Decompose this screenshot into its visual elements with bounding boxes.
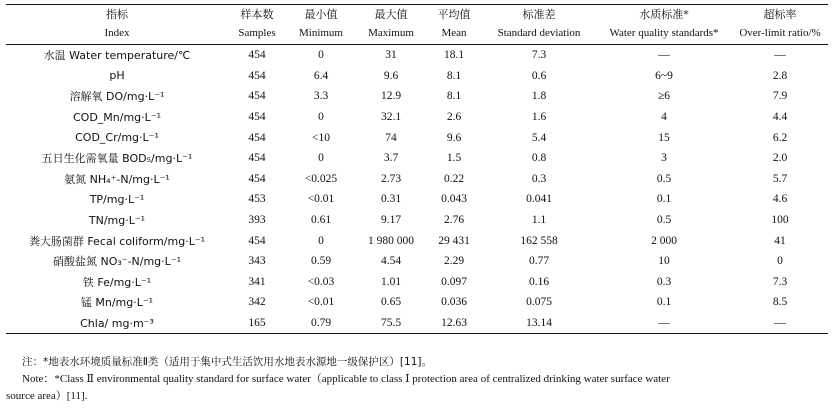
cell-index: Chla/ mg·m⁻³	[6, 313, 228, 334]
note-en-line2: source area）[11].	[6, 390, 88, 402]
header-std-en: Standard deviation	[497, 27, 581, 39]
cell-mean: 18.1	[443, 49, 465, 62]
cell-samples: 393	[248, 214, 266, 227]
cell-overlimit: 7.3	[772, 275, 788, 288]
cell-overlimit: 0	[777, 255, 783, 268]
cell-std: 1.6	[531, 111, 547, 124]
cell-maximum: 74	[385, 131, 397, 144]
header-overlimit-zh: 超标率	[763, 8, 797, 21]
cell-standard: 15	[658, 131, 670, 144]
cell-index: COD_Mn/mg·L⁻¹	[72, 110, 162, 124]
cell-overlimit: 8.5	[772, 296, 788, 309]
header-mean-en: Mean	[441, 27, 467, 39]
cell-mean: 8.1	[446, 90, 462, 103]
cell-maximum: 2.73	[380, 172, 402, 185]
header-maximum-zh: 最大值	[374, 8, 408, 21]
water-quality-table	[6, 4, 828, 334]
cell-minimum: 0	[318, 152, 324, 165]
cell-index: 锰 Mn/mg·L⁻¹	[80, 296, 154, 310]
header-mean-zh: 平均值	[437, 8, 471, 21]
cell-mean: 8.1	[446, 69, 462, 82]
cell-mean: 9.6	[446, 131, 462, 144]
header-maximum-en: Maximum	[368, 27, 414, 39]
cell-overlimit: —	[774, 49, 786, 62]
header-samples-zh: 样本数	[240, 8, 274, 21]
cell-mean: 0.043	[441, 193, 467, 206]
table-row	[6, 272, 828, 293]
cell-samples: 454	[248, 234, 266, 247]
cell-minimum: 6.4	[313, 69, 329, 82]
cell-minimum: <0.01	[307, 296, 335, 309]
cell-standard: 0.1	[656, 296, 672, 309]
cell-maximum: 0.31	[380, 193, 402, 206]
cell-samples: 453	[248, 193, 266, 206]
cell-mean: 0.097	[441, 275, 467, 288]
cell-index: 溶解氧 DO/mg·L⁻¹	[69, 90, 165, 104]
cell-standard: 4	[661, 111, 667, 124]
cell-maximum: 9.17	[380, 214, 402, 227]
cell-index: 五日生化需氧量 BOD₅/mg·L⁻¹	[41, 152, 193, 166]
cell-index: 水温 Water temperature/℃	[43, 49, 191, 63]
table-row	[6, 148, 828, 169]
cell-samples: 454	[248, 131, 266, 144]
cell-std: 0.075	[526, 296, 552, 309]
table-header	[6, 5, 828, 45]
header-index-en: Index	[104, 27, 130, 39]
cell-minimum: 0.59	[310, 255, 332, 268]
cell-index: 氨氮 NH₄⁺-N/mg·L⁻¹	[64, 172, 170, 186]
cell-standard: 0.1	[656, 193, 672, 206]
header-overlimit-en: Over-limit ratio/%	[739, 27, 821, 39]
cell-samples: 454	[248, 111, 266, 124]
cell-samples: 454	[248, 152, 266, 165]
table-row	[6, 127, 828, 148]
cell-overlimit: 5.7	[772, 172, 788, 185]
cell-mean: 2.29	[443, 255, 465, 268]
cell-std: 1.8	[531, 90, 547, 103]
table-row	[6, 86, 828, 107]
cell-index: TN/mg·L⁻¹	[88, 213, 146, 227]
cell-maximum: 31	[385, 49, 397, 62]
cell-overlimit: 41	[774, 234, 786, 247]
cell-standard: 3	[661, 152, 667, 165]
cell-overlimit: 100	[771, 214, 789, 227]
table-row	[6, 107, 828, 128]
cell-maximum: 4.54	[380, 255, 402, 268]
cell-maximum: 1 980 000	[368, 234, 414, 247]
header-minimum-zh: 最小值	[304, 8, 338, 21]
cell-std: 0.77	[528, 255, 550, 268]
cell-overlimit: 2.0	[772, 152, 788, 165]
cell-minimum: <10	[312, 131, 330, 144]
cell-std: 0.16	[528, 275, 550, 288]
table-row	[6, 66, 828, 87]
cell-overlimit: 4.6	[772, 193, 788, 206]
cell-minimum: <0.03	[307, 275, 335, 288]
cell-mean: 29 431	[438, 234, 470, 247]
cell-mean: 12.63	[426, 313, 482, 334]
cell-minimum: 0.61	[310, 214, 332, 227]
cell-minimum: <0.01	[307, 193, 335, 206]
table-row	[6, 210, 828, 231]
cell-maximum: 12.9	[380, 90, 402, 103]
table-row	[6, 230, 828, 251]
cell-maximum: 9.6	[383, 69, 399, 82]
cell-standard: 0.5	[656, 214, 672, 227]
cell-std: 0.8	[531, 152, 547, 165]
cell-maximum: 0.65	[380, 296, 402, 309]
cell-std: 0.3	[531, 172, 547, 185]
cell-mean: 2.76	[443, 214, 465, 227]
header-minimum-en: Minimum	[298, 27, 343, 39]
header-row-en	[6, 25, 828, 45]
header-std-zh: 标准差	[522, 8, 556, 21]
cell-minimum: <0.025	[304, 172, 338, 185]
cell-mean: 0.22	[443, 172, 465, 185]
cell-overlimit: 2.8	[772, 69, 788, 82]
header-index-zh: 指标	[106, 8, 128, 21]
cell-minimum: 3.3	[313, 90, 329, 103]
cell-minimum: 0.79	[286, 313, 356, 334]
table-row	[6, 45, 828, 66]
cell-std: 0.6	[531, 69, 547, 82]
cell-mean: 0.036	[441, 296, 467, 309]
cell-mean: 1.5	[446, 152, 462, 165]
cell-overlimit: 7.9	[772, 90, 788, 103]
cell-index: COD_Cr/mg·L⁻¹	[75, 131, 159, 145]
cell-index: 粪大肠菌群 Fecal coliform/mg·L⁻¹	[28, 234, 206, 248]
cell-overlimit: 6.2	[772, 131, 788, 144]
table-body	[6, 45, 828, 334]
cell-samples: 343	[248, 255, 266, 268]
cell-overlimit: —	[732, 313, 828, 334]
cell-samples: 165	[228, 313, 286, 334]
header-samples-en: Samples	[238, 27, 276, 39]
cell-mean: 2.6	[446, 111, 462, 124]
cell-standard: 0.3	[656, 275, 672, 288]
header-standard-zh: 水质标准*	[639, 8, 689, 21]
cell-maximum: 1.01	[380, 275, 402, 288]
cell-samples: 342	[248, 296, 266, 309]
table-row	[6, 292, 828, 313]
cell-maximum: 32.1	[380, 111, 402, 124]
cell-std: 5.4	[531, 131, 547, 144]
cell-minimum: 0	[318, 111, 324, 124]
table-row	[6, 189, 828, 210]
cell-standard: 10	[658, 255, 670, 268]
cell-maximum: 3.7	[383, 152, 399, 165]
cell-minimum: 0	[318, 234, 324, 247]
cell-overlimit: 4.4	[772, 111, 788, 124]
table-note	[6, 354, 822, 405]
note-zh: 注：*地表水环境质量标准Ⅱ类（适用于集中式生活饮用水地表水源地一级保护区）[11]。	[22, 356, 432, 368]
cell-minimum: 0	[318, 49, 324, 62]
cell-std: 1.1	[531, 214, 547, 227]
header-standard-en: Water quality standards*	[609, 27, 719, 39]
cell-standard: —	[658, 49, 670, 62]
cell-samples: 454	[248, 49, 266, 62]
cell-standard: 0.5	[656, 172, 672, 185]
cell-standard: 2 000	[651, 234, 677, 247]
table-row	[6, 169, 828, 190]
cell-std: 7.3	[531, 49, 547, 62]
header-row-zh	[6, 5, 828, 26]
cell-standard: ≥6	[657, 90, 671, 103]
cell-samples: 341	[248, 275, 266, 288]
cell-std: 13.14	[482, 313, 596, 334]
cell-index: TP/mg·L⁻¹	[89, 192, 145, 206]
table-row	[6, 313, 828, 334]
cell-index: pH	[109, 69, 125, 83]
cell-samples: 454	[248, 69, 266, 82]
cell-std: 162 558	[520, 234, 558, 247]
cell-standard: 6~9	[655, 69, 673, 82]
cell-index: 铁 Fe/mg·L⁻¹	[82, 275, 152, 289]
cell-maximum: 75.5	[356, 313, 426, 334]
cell-samples: 454	[248, 172, 266, 185]
cell-standard: —	[596, 313, 732, 334]
cell-std: 0.041	[526, 193, 552, 206]
table-row	[6, 251, 828, 272]
note-en-line1: Note：*Class Ⅱ environmental quality standard for surface water（applicable to class Ⅰ protection area of centralized drinking water surface water	[22, 373, 670, 385]
cell-index: 硝酸盐氮 NO₃⁻-N/mg·L⁻¹	[52, 255, 182, 269]
cell-samples: 454	[248, 90, 266, 103]
